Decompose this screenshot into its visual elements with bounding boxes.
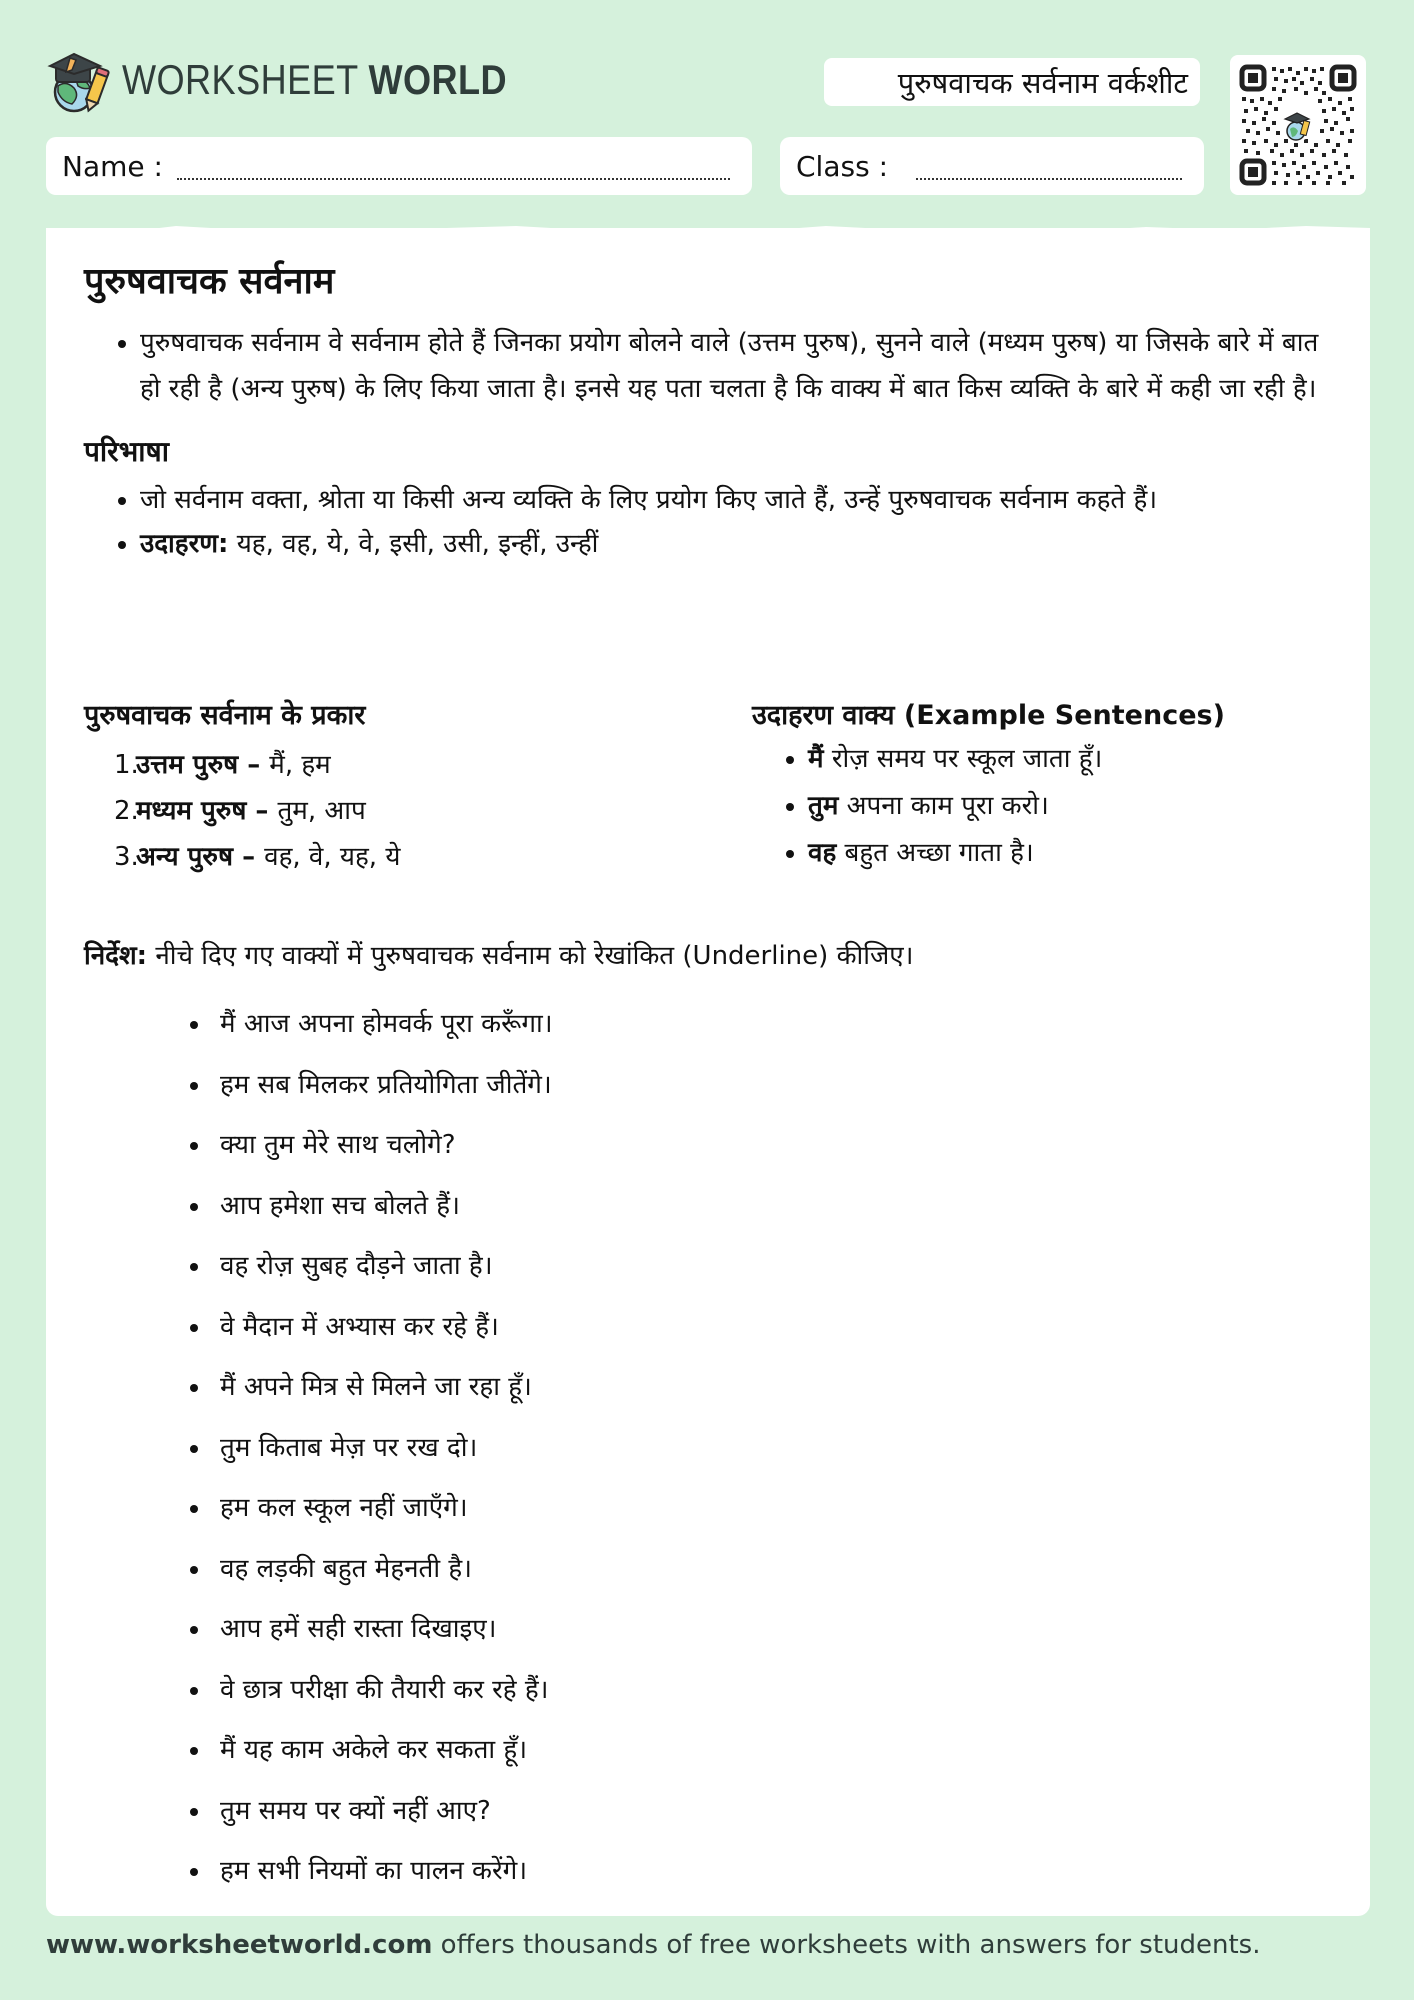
exercise-sentence[interactable]: • मैं यह काम अकेले कर सकता हूँ। (212, 1720, 553, 1781)
example-sentences-heading: उदाहरण वाक्य (Example Sentences) (752, 700, 1225, 731)
brand-logo[interactable] (46, 46, 570, 114)
exercise-sentence[interactable]: • वे छात्र परीक्षा की तैयारी कर रहे हैं। (212, 1660, 553, 1721)
definition-example (140, 522, 1344, 566)
qr-center-logo (1282, 109, 1314, 141)
worksheet-header (0, 0, 1414, 200)
type-examples: वह, वे, यह, ये (264, 842, 401, 872)
intro-text: • पुरुषवाचक सर्वनाम वे सर्वनाम होते हैं जिनका प्रयोग बोलने वाले (उत्तम पुरुष), सुनने वाले (मध्यम पुरुष) या जिसके बारे में बात हो रही है (अन्य पुरुष) के लिए किया जाता है। इनसे यह पता चलता है कि वाक्य में बात किस व्यक्ति के बारे में कही जा रही है। (140, 320, 1344, 412)
instructions-label: निर्देश: (84, 941, 148, 971)
definition-text: • जो सर्वनाम वक्ता, श्रोता या किसी अन्य व्यक्ति के लिए प्रयोग किए जाते हैं, उन्हें पुरुषवाचक सर्वनाम कहते हैं। (140, 478, 1344, 522)
exercise-list (84, 994, 553, 1902)
type-item: 3.अन्य पुरुष – वह, वे, यह, ये (114, 842, 401, 872)
exercise-sentence[interactable]: • हम सभी नियमों का पालन करेंगे। (212, 1841, 553, 1902)
example-sentence: • मैं रोज़ समय पर स्कूल जाता हूँ। (808, 736, 1352, 783)
brand-name-bold: WORLD (368, 56, 508, 103)
brand-name (122, 56, 507, 104)
class-field[interactable] (780, 137, 1204, 195)
type-name: उत्तम पुरुष (136, 750, 239, 780)
example-sentences-list (752, 736, 1352, 877)
type-item: 1.उत्तम पुरुष – मैं, हम (114, 750, 331, 780)
worksheet-title: पुरुषवाचक सर्वनाम वर्कशीट (897, 65, 1188, 100)
exercise-sentence[interactable]: • वे मैदान में अभ्यास कर रहे हैं। (212, 1297, 553, 1358)
type-examples: तुम, आप (277, 796, 366, 826)
name-field[interactable] (46, 137, 752, 195)
name-input-line[interactable] (177, 152, 730, 180)
worksheet-title-badge (824, 58, 1200, 106)
exercise-sentence[interactable]: • हम सब मिलकर प्रतियोगिता जीतेंगे। (212, 1055, 553, 1116)
qr-code[interactable] (1230, 55, 1366, 195)
name-label: Name : (62, 149, 163, 183)
example-sentence: • वह बहुत अच्छा गाता है। (808, 830, 1352, 877)
instructions-text: नीचे दिए गए वाक्यों में पुरुषवाचक सर्वनाम को रेखांकित (Underline) कीजिए। (147, 941, 914, 971)
exercise-sentence[interactable]: • आप हमें सही रास्ता दिखाइए। (212, 1599, 553, 1660)
intro-list (84, 320, 1344, 412)
footer-text: offers thousands of free worksheets with answers for students. (432, 1930, 1261, 1960)
example-sentence: • तुम अपना काम पूरा करो। (808, 783, 1352, 830)
type-examples: मैं, हम (269, 750, 331, 780)
definition-heading: परिभाषा (84, 435, 169, 468)
exercise-sentence[interactable]: • मैं आज अपना होमवर्क पूरा करूँगा। (212, 994, 553, 1055)
instructions (84, 936, 914, 976)
footer-link[interactable]: www.worksheetworld.com (46, 1930, 433, 1960)
exercise-sentence[interactable]: • मैं अपने मित्र से मिलने जा रहा हूँ। (212, 1357, 553, 1418)
example-label: उदाहरण: (140, 529, 229, 559)
brand-name-thin: WORKSHEET (122, 56, 359, 103)
exercise-sentence[interactable]: • तुम समय पर क्यों नहीं आए? (212, 1781, 553, 1842)
types-heading: पुरुषवाचक सर्वनाम के प्रकार (84, 700, 366, 731)
page-title: पुरुषवाचक सर्वनाम (84, 261, 335, 302)
class-input-line[interactable] (916, 152, 1182, 180)
exercise-sentence[interactable]: • हम कल स्कूल नहीं जाएँगे। (212, 1478, 553, 1539)
footer (46, 1930, 1261, 1960)
types-list (84, 742, 684, 880)
type-name: अन्य पुरुष (136, 842, 234, 872)
exercise-sentence[interactable]: • क्या तुम मेरे साथ चलोगे? (212, 1115, 553, 1176)
type-item: 2.मध्यम पुरुष – तुम, आप (114, 796, 366, 826)
class-label: Class : (796, 149, 888, 183)
exercise-sentence[interactable]: • वह रोज़ सुबह दौड़ने जाता है। (212, 1236, 553, 1297)
exercise-sentence[interactable]: • तुम किताब मेज़ पर रख दो। (212, 1418, 553, 1479)
exercise-sentence[interactable]: • आप हमेशा सच बोलते हैं। (212, 1176, 553, 1237)
globe-graduation-cap-pencil-icon (46, 46, 114, 114)
exercise-sentence[interactable]: • वह लड़की बहुत मेहनती है। (212, 1539, 553, 1600)
qr-code-icon (1238, 63, 1358, 187)
type-name: मध्यम पुरुष (136, 796, 247, 826)
worksheet-content (84, 256, 1344, 1886)
example-sentences-section (752, 696, 1352, 877)
definition-list (84, 478, 1344, 566)
example-text: यह, वह, ये, वे, इसी, उसी, इन्हीं, उन्हीं (236, 529, 599, 559)
types-section (84, 696, 684, 880)
